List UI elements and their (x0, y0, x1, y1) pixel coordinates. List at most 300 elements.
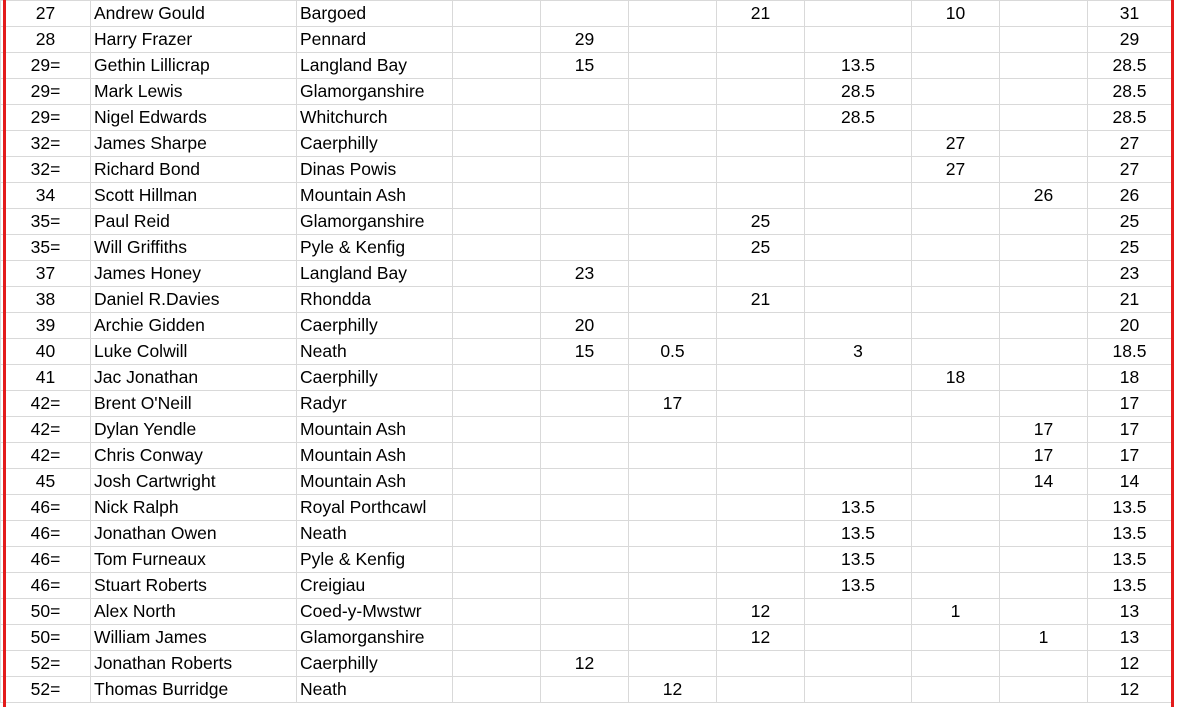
score-cell-4[interactable]: 21 (717, 1, 805, 27)
player-name-cell[interactable]: Brent O'Neill (91, 391, 297, 417)
score-cell-2[interactable]: 15 (541, 53, 629, 79)
score-cell-1[interactable] (453, 495, 541, 521)
score-cell-3[interactable] (629, 651, 717, 677)
score-cell-5[interactable] (805, 365, 912, 391)
score-cell-4[interactable]: 25 (717, 235, 805, 261)
score-cell-4[interactable]: 21 (717, 287, 805, 313)
score-cell-2[interactable]: 29 (541, 27, 629, 53)
score-cell-6[interactable] (912, 287, 1000, 313)
score-cell-7[interactable] (1000, 573, 1088, 599)
position-cell[interactable]: 45 (1, 469, 91, 495)
score-cell-5[interactable] (805, 313, 912, 339)
position-cell[interactable]: 29= (1, 105, 91, 131)
score-cell-4[interactable] (717, 313, 805, 339)
total-cell[interactable]: 25 (1088, 209, 1172, 235)
position-cell[interactable]: 38 (1, 287, 91, 313)
score-cell-7[interactable] (1000, 547, 1088, 573)
score-cell-6[interactable] (912, 495, 1000, 521)
club-cell[interactable]: Dinas Powis (297, 157, 453, 183)
total-cell[interactable]: 12 (1088, 651, 1172, 677)
club-cell[interactable]: Glamorganshire (297, 79, 453, 105)
score-cell-1[interactable] (453, 105, 541, 131)
score-cell-5[interactable]: 13.5 (805, 573, 912, 599)
player-name-cell[interactable]: Richard Bond (91, 157, 297, 183)
score-cell-6[interactable] (912, 261, 1000, 287)
score-cell-3[interactable] (629, 235, 717, 261)
total-cell[interactable]: 13.5 (1088, 495, 1172, 521)
score-cell-2[interactable] (541, 209, 629, 235)
player-name-cell[interactable]: Thomas Burridge (91, 677, 297, 703)
score-cell-2[interactable] (541, 79, 629, 105)
score-cell-7[interactable] (1000, 157, 1088, 183)
score-cell-5[interactable] (805, 209, 912, 235)
score-cell-6[interactable] (912, 339, 1000, 365)
position-cell[interactable]: 35= (1, 235, 91, 261)
club-cell[interactable]: Glamorganshire (297, 209, 453, 235)
total-cell[interactable]: 13 (1088, 599, 1172, 625)
position-cell[interactable]: 39 (1, 313, 91, 339)
score-cell-1[interactable] (453, 443, 541, 469)
total-cell[interactable]: 25 (1088, 235, 1172, 261)
club-cell[interactable]: Bargoed (297, 1, 453, 27)
score-cell-6[interactable] (912, 443, 1000, 469)
score-cell-1[interactable] (453, 79, 541, 105)
score-cell-5[interactable] (805, 651, 912, 677)
position-cell[interactable]: 52= (1, 651, 91, 677)
score-cell-4[interactable] (717, 339, 805, 365)
position-cell[interactable]: 50= (1, 625, 91, 651)
score-cell-5[interactable] (805, 183, 912, 209)
position-cell[interactable]: 46= (1, 573, 91, 599)
score-cell-6[interactable] (912, 209, 1000, 235)
score-cell-3[interactable] (629, 131, 717, 157)
player-name-cell[interactable]: Chris Conway (91, 443, 297, 469)
score-cell-6[interactable]: 27 (912, 157, 1000, 183)
total-cell[interactable]: 26 (1088, 183, 1172, 209)
score-cell-7[interactable]: 17 (1000, 417, 1088, 443)
score-cell-1[interactable] (453, 235, 541, 261)
score-cell-7[interactable] (1000, 235, 1088, 261)
club-cell[interactable]: Mountain Ash (297, 443, 453, 469)
club-cell[interactable]: Neath (297, 521, 453, 547)
score-cell-2[interactable] (541, 495, 629, 521)
player-name-cell[interactable]: Andrew Gould (91, 1, 297, 27)
score-cell-3[interactable] (629, 261, 717, 287)
total-cell[interactable]: 17 (1088, 417, 1172, 443)
total-cell[interactable]: 28.5 (1088, 105, 1172, 131)
score-cell-1[interactable] (453, 651, 541, 677)
player-name-cell[interactable]: Nigel Edwards (91, 105, 297, 131)
position-cell[interactable]: 41 (1, 365, 91, 391)
score-cell-4[interactable]: 25 (717, 209, 805, 235)
score-cell-3[interactable] (629, 599, 717, 625)
club-cell[interactable]: Mountain Ash (297, 183, 453, 209)
club-cell[interactable]: Caerphilly (297, 651, 453, 677)
score-cell-1[interactable] (453, 365, 541, 391)
score-cell-7[interactable] (1000, 521, 1088, 547)
score-cell-5[interactable]: 3 (805, 339, 912, 365)
score-cell-6[interactable] (912, 183, 1000, 209)
score-cell-4[interactable] (717, 651, 805, 677)
total-cell[interactable]: 21 (1088, 287, 1172, 313)
score-cell-2[interactable] (541, 521, 629, 547)
club-cell[interactable]: Creigiau (297, 573, 453, 599)
club-cell[interactable]: Radyr (297, 391, 453, 417)
total-cell[interactable]: 29 (1088, 27, 1172, 53)
score-cell-1[interactable] (453, 53, 541, 79)
total-cell[interactable]: 13.5 (1088, 547, 1172, 573)
score-cell-7[interactable] (1000, 79, 1088, 105)
club-cell[interactable]: Mountain Ash (297, 417, 453, 443)
score-cell-2[interactable] (541, 287, 629, 313)
position-cell[interactable]: 46= (1, 547, 91, 573)
player-name-cell[interactable]: Will Griffiths (91, 235, 297, 261)
score-cell-3[interactable] (629, 1, 717, 27)
position-cell[interactable]: 34 (1, 183, 91, 209)
score-cell-1[interactable] (453, 599, 541, 625)
score-cell-6[interactable]: 1 (912, 599, 1000, 625)
score-cell-7[interactable] (1000, 365, 1088, 391)
score-cell-2[interactable] (541, 599, 629, 625)
score-cell-1[interactable] (453, 261, 541, 287)
score-cell-5[interactable] (805, 417, 912, 443)
score-cell-6[interactable] (912, 677, 1000, 703)
score-cell-6[interactable] (912, 27, 1000, 53)
score-cell-1[interactable] (453, 677, 541, 703)
score-cell-5[interactable]: 13.5 (805, 53, 912, 79)
score-cell-5[interactable] (805, 1, 912, 27)
position-cell[interactable]: 27 (1, 1, 91, 27)
score-cell-5[interactable] (805, 391, 912, 417)
score-cell-3[interactable] (629, 365, 717, 391)
score-cell-4[interactable] (717, 469, 805, 495)
score-cell-2[interactable] (541, 417, 629, 443)
position-cell[interactable]: 42= (1, 443, 91, 469)
score-cell-1[interactable] (453, 339, 541, 365)
score-cell-3[interactable]: 17 (629, 391, 717, 417)
right-border-accent (1171, 0, 1174, 707)
score-cell-7[interactable] (1000, 599, 1088, 625)
score-cell-4[interactable] (717, 443, 805, 469)
score-cell-2[interactable]: 12 (541, 651, 629, 677)
total-cell[interactable]: 13 (1088, 625, 1172, 651)
score-cell-3[interactable] (629, 313, 717, 339)
score-cell-6[interactable] (912, 105, 1000, 131)
club-cell[interactable]: Coed-y-Mwstwr (297, 599, 453, 625)
score-cell-3[interactable] (629, 287, 717, 313)
club-cell[interactable]: Caerphilly (297, 313, 453, 339)
score-cell-6[interactable] (912, 521, 1000, 547)
score-cell-4[interactable] (717, 547, 805, 573)
total-cell[interactable]: 23 (1088, 261, 1172, 287)
score-cell-5[interactable] (805, 261, 912, 287)
score-cell-6[interactable] (912, 235, 1000, 261)
score-cell-4[interactable] (717, 27, 805, 53)
score-cell-5[interactable] (805, 599, 912, 625)
score-cell-2[interactable]: 15 (541, 339, 629, 365)
score-cell-7[interactable] (1000, 105, 1088, 131)
score-cell-6[interactable]: 27 (912, 131, 1000, 157)
player-name-cell[interactable]: Scott Hillman (91, 183, 297, 209)
score-cell-5[interactable] (805, 677, 912, 703)
score-cell-5[interactable]: 13.5 (805, 495, 912, 521)
score-cell-3[interactable] (629, 547, 717, 573)
position-cell[interactable]: 52= (1, 677, 91, 703)
total-cell[interactable]: 31 (1088, 1, 1172, 27)
player-name-cell[interactable]: Josh Cartwright (91, 469, 297, 495)
player-name-cell[interactable]: Jac Jonathan (91, 365, 297, 391)
score-cell-2[interactable] (541, 183, 629, 209)
club-cell[interactable]: Rhondda (297, 287, 453, 313)
position-cell[interactable]: 46= (1, 521, 91, 547)
player-name-cell[interactable]: James Sharpe (91, 131, 297, 157)
score-cell-4[interactable] (717, 521, 805, 547)
position-cell[interactable]: 35= (1, 209, 91, 235)
score-cell-1[interactable] (453, 391, 541, 417)
position-cell[interactable]: 32= (1, 131, 91, 157)
score-cell-2[interactable] (541, 625, 629, 651)
score-cell-3[interactable] (629, 53, 717, 79)
score-cell-2[interactable] (541, 105, 629, 131)
player-name-cell[interactable]: William James (91, 625, 297, 651)
club-cell[interactable]: Royal Porthcawl (297, 495, 453, 521)
score-cell-1[interactable] (453, 1, 541, 27)
total-cell[interactable]: 13.5 (1088, 521, 1172, 547)
score-cell-7[interactable]: 1 (1000, 625, 1088, 651)
club-cell[interactable]: Glamorganshire (297, 625, 453, 651)
total-cell[interactable]: 17 (1088, 443, 1172, 469)
score-cell-7[interactable] (1000, 287, 1088, 313)
position-cell[interactable]: 28 (1, 27, 91, 53)
score-cell-3[interactable] (629, 573, 717, 599)
score-cell-7[interactable]: 17 (1000, 443, 1088, 469)
position-cell[interactable]: 29= (1, 79, 91, 105)
club-cell[interactable]: Neath (297, 677, 453, 703)
score-cell-4[interactable] (717, 53, 805, 79)
score-cell-3[interactable]: 12 (629, 677, 717, 703)
score-cell-3[interactable] (629, 209, 717, 235)
score-cell-6[interactable] (912, 469, 1000, 495)
position-cell[interactable]: 50= (1, 599, 91, 625)
score-cell-7[interactable]: 14 (1000, 469, 1088, 495)
score-cell-7[interactable] (1000, 677, 1088, 703)
club-cell[interactable]: Neath (297, 339, 453, 365)
score-cell-3[interactable] (629, 27, 717, 53)
total-cell[interactable]: 12 (1088, 677, 1172, 703)
score-cell-5[interactable] (805, 287, 912, 313)
score-cell-7[interactable] (1000, 27, 1088, 53)
score-cell-4[interactable] (717, 677, 805, 703)
club-cell[interactable]: Mountain Ash (297, 469, 453, 495)
score-cell-1[interactable] (453, 573, 541, 599)
table-row (1, 547, 1172, 573)
club-cell[interactable]: Langland Bay (297, 261, 453, 287)
score-cell-7[interactable] (1000, 261, 1088, 287)
score-cell-6[interactable] (912, 547, 1000, 573)
score-cell-7[interactable]: 26 (1000, 183, 1088, 209)
player-name-cell[interactable]: Gethin Lillicrap (91, 53, 297, 79)
total-cell[interactable]: 13.5 (1088, 573, 1172, 599)
score-cell-1[interactable] (453, 313, 541, 339)
score-cell-7[interactable] (1000, 131, 1088, 157)
score-cell-4[interactable] (717, 79, 805, 105)
score-cell-4[interactable] (717, 495, 805, 521)
club-cell[interactable]: Pyle & Kenfig (297, 547, 453, 573)
score-cell-5[interactable] (805, 443, 912, 469)
player-name-cell[interactable]: Luke Colwill (91, 339, 297, 365)
club-cell[interactable]: Caerphilly (297, 365, 453, 391)
score-cell-2[interactable] (541, 131, 629, 157)
score-cell-5[interactable] (805, 131, 912, 157)
score-cell-4[interactable] (717, 183, 805, 209)
position-cell[interactable]: 46= (1, 495, 91, 521)
score-cell-7[interactable] (1000, 209, 1088, 235)
score-cell-5[interactable]: 28.5 (805, 105, 912, 131)
score-cell-3[interactable] (629, 157, 717, 183)
score-cell-6[interactable]: 18 (912, 365, 1000, 391)
score-cell-4[interactable] (717, 157, 805, 183)
total-cell[interactable]: 28.5 (1088, 53, 1172, 79)
score-cell-6[interactable]: 10 (912, 1, 1000, 27)
score-cell-2[interactable]: 23 (541, 261, 629, 287)
score-cell-4[interactable]: 12 (717, 625, 805, 651)
score-cell-4[interactable] (717, 365, 805, 391)
score-cell-6[interactable] (912, 313, 1000, 339)
total-cell[interactable]: 17 (1088, 391, 1172, 417)
player-name-cell[interactable]: Nick Ralph (91, 495, 297, 521)
score-cell-5[interactable] (805, 469, 912, 495)
total-cell[interactable]: 20 (1088, 313, 1172, 339)
score-cell-7[interactable] (1000, 339, 1088, 365)
score-cell-2[interactable] (541, 365, 629, 391)
total-cell[interactable]: 18.5 (1088, 339, 1172, 365)
score-cell-1[interactable] (453, 287, 541, 313)
score-cell-6[interactable] (912, 53, 1000, 79)
score-cell-2[interactable] (541, 391, 629, 417)
score-cell-7[interactable] (1000, 313, 1088, 339)
score-cell-2[interactable] (541, 443, 629, 469)
club-cell[interactable]: Langland Bay (297, 53, 453, 79)
score-cell-1[interactable] (453, 209, 541, 235)
player-name-cell[interactable]: Dylan Yendle (91, 417, 297, 443)
score-cell-1[interactable] (453, 625, 541, 651)
player-name-cell[interactable]: James Honey (91, 261, 297, 287)
score-cell-2[interactable] (541, 1, 629, 27)
position-cell[interactable]: 42= (1, 391, 91, 417)
score-cell-4[interactable] (717, 131, 805, 157)
score-cell-3[interactable] (629, 183, 717, 209)
player-name-cell[interactable]: Mark Lewis (91, 79, 297, 105)
player-name-cell[interactable]: Jonathan Roberts (91, 651, 297, 677)
score-cell-5[interactable] (805, 157, 912, 183)
score-cell-2[interactable] (541, 573, 629, 599)
score-cell-2[interactable] (541, 157, 629, 183)
score-cell-5[interactable]: 13.5 (805, 547, 912, 573)
score-cell-1[interactable] (453, 417, 541, 443)
score-cell-6[interactable] (912, 651, 1000, 677)
player-name-cell[interactable]: Daniel R.Davies (91, 287, 297, 313)
score-cell-7[interactable] (1000, 495, 1088, 521)
club-cell[interactable]: Pyle & Kenfig (297, 235, 453, 261)
score-cell-3[interactable] (629, 495, 717, 521)
score-cell-2[interactable] (541, 469, 629, 495)
position-cell[interactable]: 42= (1, 417, 91, 443)
score-cell-3[interactable] (629, 417, 717, 443)
score-cell-2[interactable] (541, 547, 629, 573)
table-row (1, 365, 1172, 391)
player-name-cell[interactable]: Paul Reid (91, 209, 297, 235)
score-cell-3[interactable] (629, 521, 717, 547)
score-cell-6[interactable] (912, 417, 1000, 443)
player-name-cell[interactable]: Stuart Roberts (91, 573, 297, 599)
total-cell[interactable]: 27 (1088, 131, 1172, 157)
score-cell-1[interactable] (453, 157, 541, 183)
player-name-cell[interactable]: Alex North (91, 599, 297, 625)
club-cell[interactable]: Whitchurch (297, 105, 453, 131)
score-cell-2[interactable] (541, 677, 629, 703)
score-cell-1[interactable] (453, 469, 541, 495)
player-name-cell[interactable]: Archie Gidden (91, 313, 297, 339)
player-name-cell[interactable]: Harry Frazer (91, 27, 297, 53)
score-cell-3[interactable] (629, 443, 717, 469)
score-cell-3[interactable] (629, 79, 717, 105)
score-cell-6[interactable] (912, 79, 1000, 105)
score-cell-2[interactable] (541, 235, 629, 261)
club-cell[interactable]: Caerphilly (297, 131, 453, 157)
score-cell-4[interactable] (717, 573, 805, 599)
position-cell[interactable]: 40 (1, 339, 91, 365)
total-cell[interactable]: 28.5 (1088, 79, 1172, 105)
player-name-cell[interactable]: Tom Furneaux (91, 547, 297, 573)
total-cell[interactable]: 27 (1088, 157, 1172, 183)
score-cell-3[interactable] (629, 469, 717, 495)
score-cell-5[interactable] (805, 235, 912, 261)
total-cell[interactable]: 14 (1088, 469, 1172, 495)
score-cell-4[interactable] (717, 417, 805, 443)
score-cell-3[interactable]: 0.5 (629, 339, 717, 365)
score-cell-4[interactable]: 12 (717, 599, 805, 625)
score-cell-1[interactable] (453, 521, 541, 547)
score-cell-3[interactable] (629, 625, 717, 651)
position-cell[interactable]: 29= (1, 53, 91, 79)
score-cell-4[interactable] (717, 391, 805, 417)
total-cell[interactable]: 18 (1088, 365, 1172, 391)
score-cell-4[interactable] (717, 261, 805, 287)
score-cell-1[interactable] (453, 183, 541, 209)
score-cell-7[interactable] (1000, 53, 1088, 79)
score-cell-5[interactable] (805, 27, 912, 53)
score-cell-5[interactable]: 13.5 (805, 521, 912, 547)
score-cell-6[interactable] (912, 391, 1000, 417)
score-cell-7[interactable] (1000, 1, 1088, 27)
score-cell-4[interactable] (717, 105, 805, 131)
score-cell-6[interactable] (912, 625, 1000, 651)
club-cell[interactable]: Pennard (297, 27, 453, 53)
score-cell-1[interactable] (453, 27, 541, 53)
score-cell-7[interactable] (1000, 391, 1088, 417)
score-cell-1[interactable] (453, 131, 541, 157)
score-cell-3[interactable] (629, 105, 717, 131)
position-cell[interactable]: 37 (1, 261, 91, 287)
score-cell-7[interactable] (1000, 651, 1088, 677)
score-cell-1[interactable] (453, 547, 541, 573)
score-cell-5[interactable] (805, 625, 912, 651)
score-cell-6[interactable] (912, 573, 1000, 599)
score-cell-5[interactable]: 28.5 (805, 79, 912, 105)
position-cell[interactable]: 32= (1, 157, 91, 183)
player-name-cell[interactable]: Jonathan Owen (91, 521, 297, 547)
score-cell-2[interactable]: 20 (541, 313, 629, 339)
